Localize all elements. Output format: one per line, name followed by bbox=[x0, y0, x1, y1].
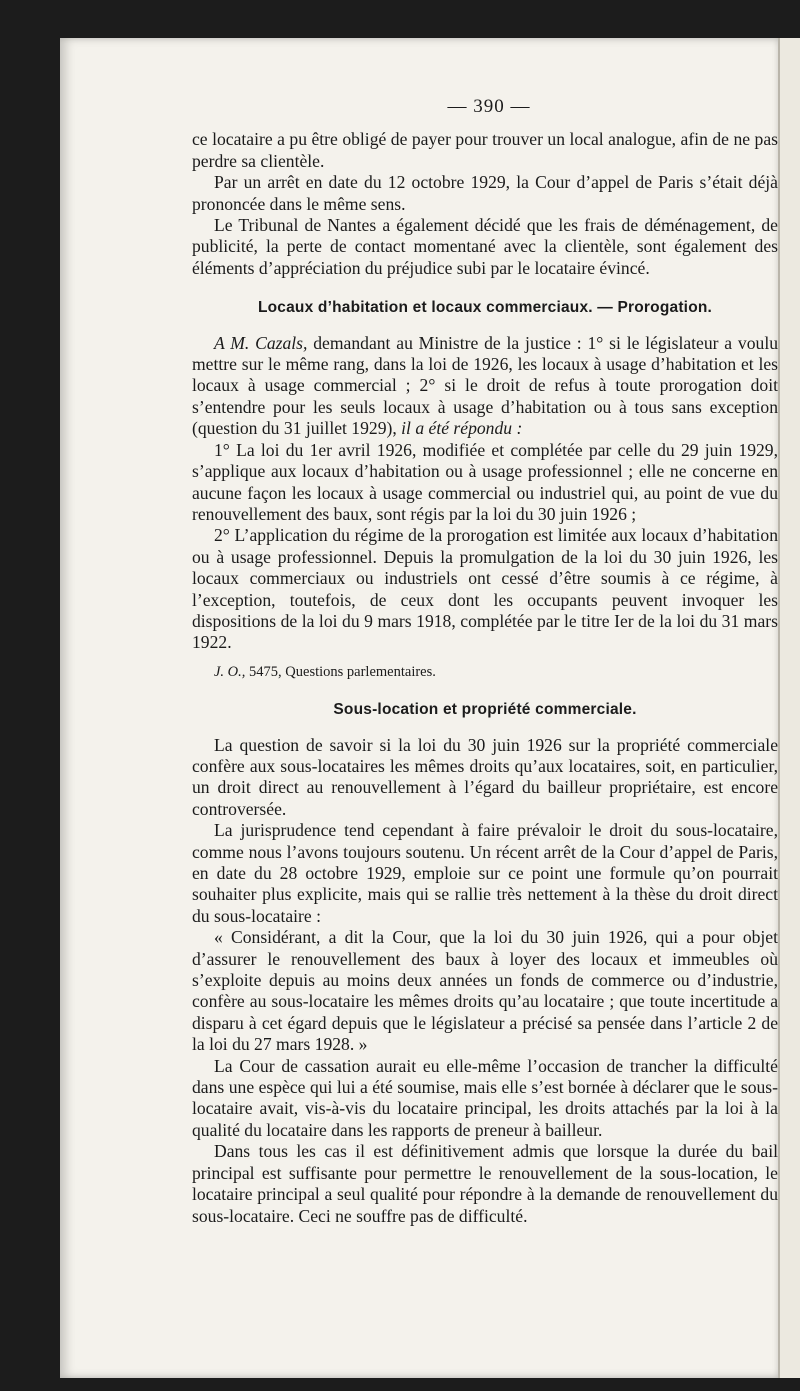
intro-paragraph-1: ce locataire a pu être obligé de payer pour trouver un local analogue, afin de ne pas perdre sa clientèle. bbox=[192, 129, 778, 171]
body-paragraph-4: La Cour de cassation aurait eu elle-même l’occasion de trancher la difficulté dans une espèce qui lui a été soumise, mais elle s’est bornée à déclarer que le sous-locataire avait, vis-à-vis du locataire principal, les droits attachés par la loi à la qualité du locataire dans les rapports de preneur à bailleur. bbox=[192, 1055, 778, 1140]
section-heading-sous-location: Sous-location et propriété commerciale. bbox=[333, 701, 637, 719]
body-paragraph-2: La jurisprudence tend cependant à faire prévaloir le droit du sous-locataire, comme nous l’avons toujours soutenu. Un récent arrêt de la Cour d’appel de Paris, en date du 28 octobre 1929, emploie sur ce point une formule qu’on pourrait souhaiter plus explicite, mais qui se rallie très nettement à la thèse du droit direct du sous-locataire : bbox=[192, 820, 778, 926]
source-journal: J. O., bbox=[214, 663, 246, 680]
question-addressee: A M. Cazals, bbox=[214, 332, 308, 353]
page-content bbox=[192, 96, 778, 1227]
source-detail: 5475, Questions parlementaires. bbox=[245, 663, 436, 680]
intro-paragraph-2: Par un arrêt en date du 12 octobre 1929, la Cour d’appel de Paris s’était déjà prononcée dans le même sens. bbox=[192, 172, 778, 214]
next-page-edge bbox=[778, 38, 800, 1378]
answer-intro: il a été répondu : bbox=[401, 418, 523, 439]
question-text: demandant au Ministre de la justice : 1° si le législateur a voulu mettre sur le même rang, dans la loi de 1926, les locaux à usage d’habitation et les locaux à usage commercial ; 2° si le droit de refus à toute prorogation doit s’entendre pour les seuls locaux à usage d’habitation ou à tous sans exception (question du 31 juillet 1929), bbox=[192, 332, 779, 439]
question-paragraph bbox=[192, 333, 778, 440]
answer-point-2: 2° L’application du régime de la prorogation est limitée aux locaux d’habitation ou à usage professionnel. Depuis la promulgation de la loi du 30 juin 1926, les locaux commerciaux ou industriels ont cessé d’être soumis à ce régime, à l’exception, toutefois, de ceux dont les occupants peuvent invoquer les dispositions de la loi du 9 mars 1918, complétée par le titre Ier de la loi du 31 mars 1922. bbox=[192, 525, 778, 653]
court-quotation: « Considérant, a dit la Cour, que la loi du 30 juin 1926, qui a pour objet d’assurer le renouvellement des baux à loyer des locaux et immeubles où s’exploite depuis au moins deux années un fonds de commerce ou d’industrie, confère au sous-locataire les mêmes droits qu’au locataire ; que toute incertitude a disparu à cet égard depuis que le législateur a précisé sa pensée dans l’article 2 de la loi du 27 mars 1928. » bbox=[192, 927, 778, 1055]
intro-paragraph-3: Le Tribunal de Nantes a également décidé que les frais de déménagement, de publicité, la perte de contact momentané avec la clientèle, sont également des éléments d’appréciation du préjudice subi par le locataire évincé. bbox=[192, 215, 778, 278]
source-reference bbox=[214, 662, 778, 683]
section-heading-prorogation: Locaux d’habitation et locaux commerciaux. — Prorogation. bbox=[257, 299, 713, 317]
body-paragraph-5: Dans tous les cas il est définitivement admis que lorsque la durée du bail principal est suffisante pour permettre le renouvellement de la sous-location, le locataire principal a seul qualité pour répondre à la demande de renouvellement du sous-locataire. Ceci ne souffre pas de difficulté. bbox=[192, 1141, 778, 1226]
answer-point-1: 1° La loi du 1er avril 1926, modifiée et complétée par celle du 29 juin 1929, s’applique aux locaux d’habitation ou à usage professionnel ; elle ne concerne en aucune façon les locaux à usage commercial ou industriel qui, au point de vue du renouvellement des baux, sont régis par la loi du 30 juin 1926 ; bbox=[192, 439, 778, 524]
body-paragraph-1: La question de savoir si la loi du 30 juin 1926 sur la propriété commerciale confère aux sous-locataires les mêmes droits qu’aux locataires, soit, en particulier, un droit direct au renouvellement à l’égard du bailleur propriétaire, est encore controversée. bbox=[192, 734, 778, 819]
page-number: — 390 — bbox=[447, 96, 531, 117]
